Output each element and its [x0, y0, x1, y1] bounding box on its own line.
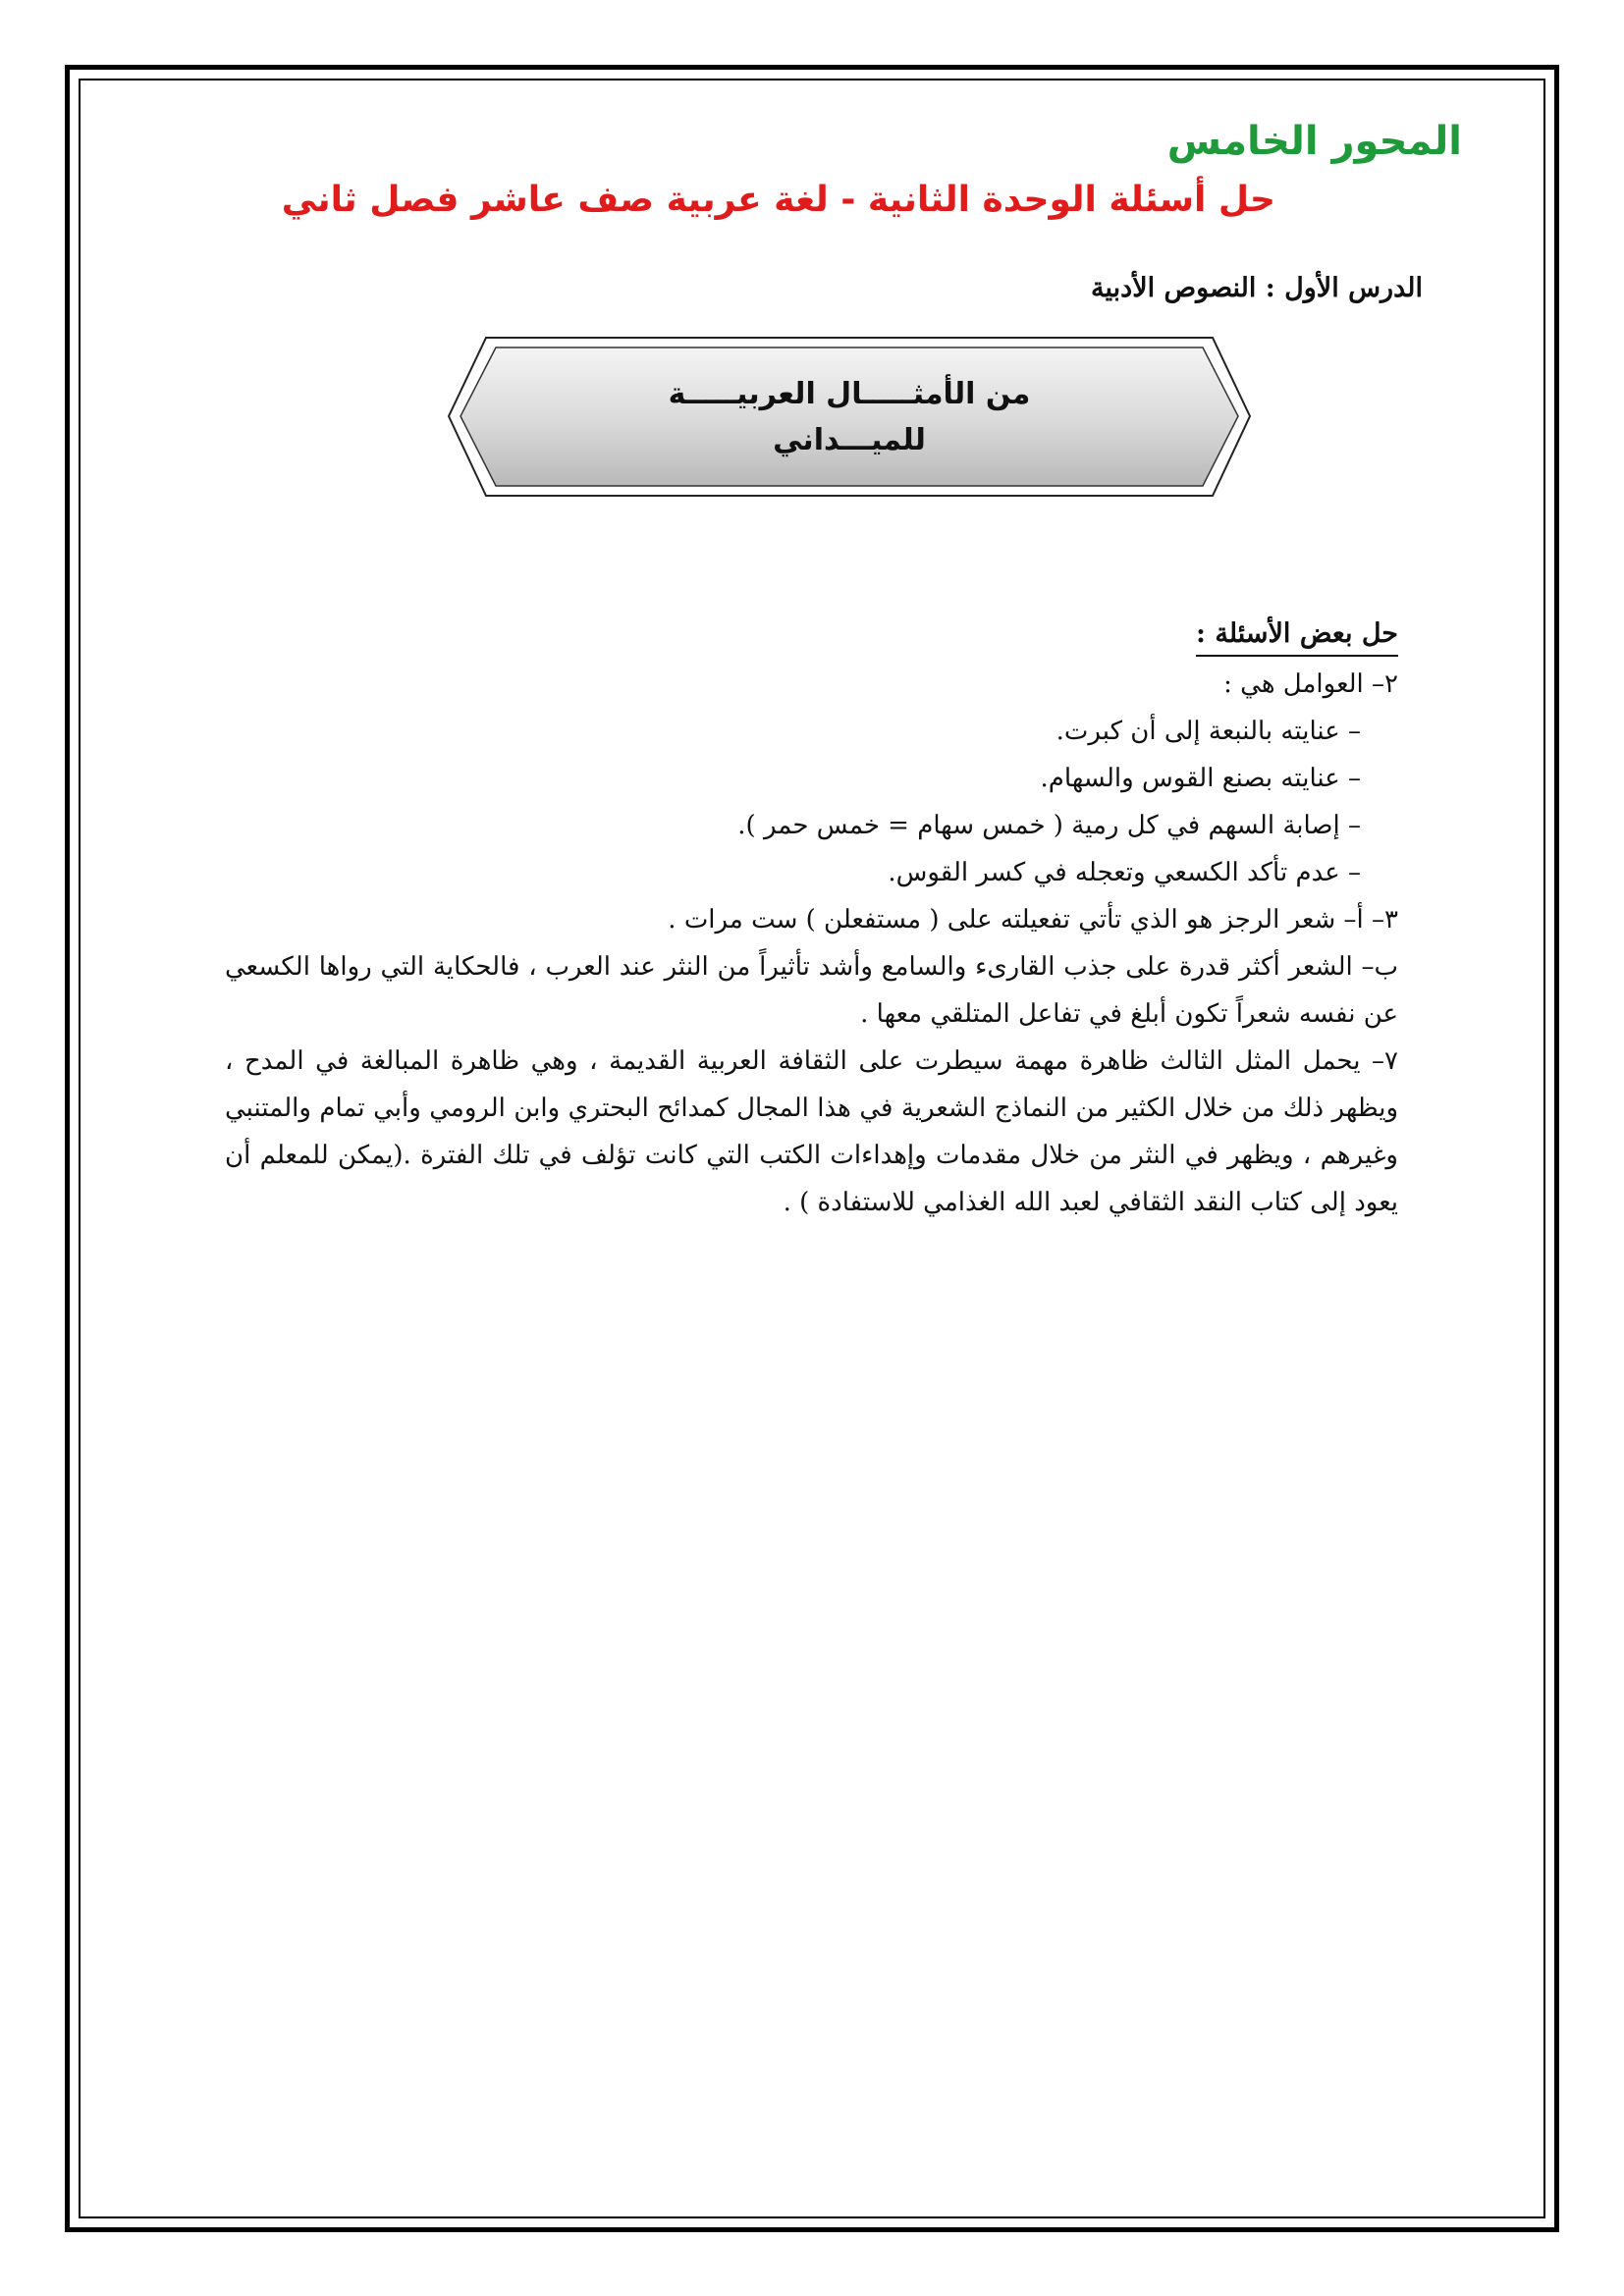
q3-a: ٣– أ– شعر الرجز هو الذي تأتي تفعيلته على ( مستفعلن ) ست مرات .	[668, 905, 1398, 934]
q3-b: ب– الشعر أكثر قدرة على جذب القارىء والسامع وأشد تأثيراً من النثر عند العرب ، فالحكاية التي رواها الكسعي عن نفسه شعراً تكون أبلغ في تفاعل المتلقي معها .	[225, 952, 1398, 1029]
page-title: حل أسئلة الوحدة الثانية - لغة عربية صف عاشر فصل ثاني	[281, 180, 1275, 220]
lesson-heading: الدرس الأول : النصوص الأدبية	[1091, 273, 1423, 303]
q2-item: – إصابة السهم في كل رمية ( خمس سهام = خمس حمر ).	[737, 811, 1361, 840]
q2-item: – عنايته بالنبعة إلى أن كبرت.	[1056, 717, 1361, 746]
axis-heading: المحور الخامس	[1166, 119, 1462, 164]
answers-heading: حل بعض الأسئلة :	[1196, 614, 1398, 657]
q7-answer: ٧– يحمل المثل الثالث ظاهرة مهمة سيطرت على الثقافة العربية القديمة ، وهي ظاهرة المبالغة في المدح ، ويظهر ذلك من خلال الكثير من النماذج الشعرية في هذا المجال كمدائح البحتري وابن الرومي وأبي تمام والمتنبي وغيرهم ، ويظهر في النثر من خلال مقدمات وإهداءات الكتب التي كانت تؤلف في تلك الفترة .(يمكن للمعلم أن يعود إلى كتاب النقد الثقافي لعبد الله الغذامي للاستفادة ) .	[225, 1046, 1398, 1217]
q2-item: – عنايته بصنع القوس والسهام.	[1040, 764, 1361, 793]
banner-line-2: للميـــداني	[773, 422, 926, 457]
banner-line-1: من الأمثـــــال العربيـــــة	[668, 376, 1031, 411]
banner-text	[447, 336, 1252, 498]
answers-section	[225, 611, 1398, 1226]
lesson-banner	[447, 336, 1252, 498]
q2-item: – عدم تأكد الكسعي وتعجله في كسر القوس.	[888, 858, 1361, 887]
q2-intro: ٢– العوامل هي :	[1223, 669, 1398, 699]
